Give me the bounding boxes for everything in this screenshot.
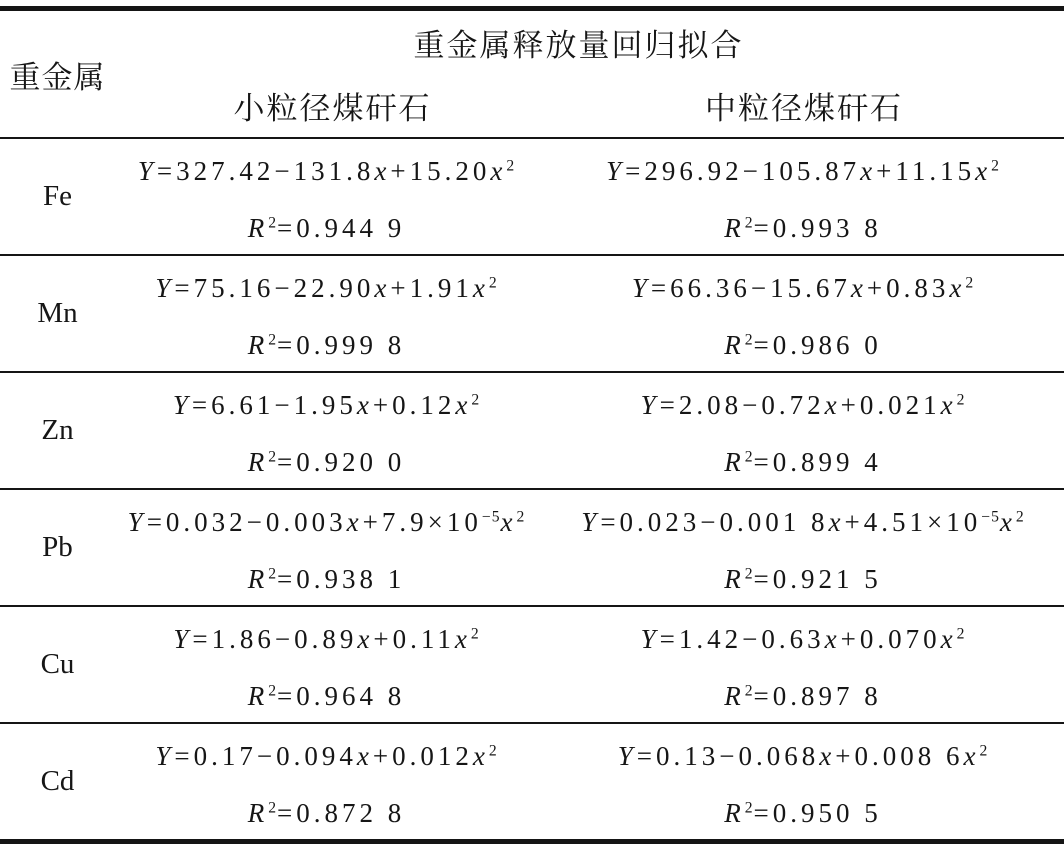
cell-small-particle: [115, 724, 560, 839]
subheader-row: [115, 74, 1064, 137]
metal-label: Cd: [40, 765, 75, 797]
equation-small: $Y=1.86-0.89x+0.11x^2$: [173, 624, 480, 654]
cell-small-particle: [115, 139, 560, 254]
equation-medium: $Y=2.08-0.72x+0.021x^2$: [640, 390, 966, 420]
equation-medium: $Y=66.36-15.67x+0.83x^2$: [631, 273, 975, 303]
table-row-zn: [0, 371, 1064, 488]
equation-medium: Y=0.13−0.068x+0.008 $6x^2$: [617, 741, 989, 771]
table-row-cu: [0, 605, 1064, 722]
r-squared-small: $R^2=0.964$ 8: [247, 680, 406, 711]
regression-table: [0, 6, 1064, 844]
r-squared-medium: $R^2=0.897$ 8: [724, 680, 882, 711]
header-right-group: [115, 11, 1064, 137]
cell-small-particle: [115, 607, 560, 722]
metal-label: Cu: [40, 648, 75, 680]
r-squared-small: $R^2=0.920$ 0: [247, 446, 406, 477]
equation-medium: $Y=1.42-0.63x+0.070x^2$: [640, 624, 966, 654]
equation-small: $Y=75.16-22.90x+1.91x^2$: [155, 273, 498, 303]
equation-medium: Y=0.023−0.001 $8x+4.51\times 10^{-5}x^2$: [581, 507, 1025, 537]
cell-small-particle: [115, 256, 560, 371]
cell-medium-particle: [560, 373, 1064, 488]
equation-medium: $Y=296.92-105.87x+11.15x^2$: [606, 156, 1000, 186]
cell-medium-particle: [560, 490, 1064, 605]
metal-label: Mn: [37, 297, 78, 329]
cell-medium-particle: [560, 256, 1064, 371]
cell-medium-particle: [560, 724, 1064, 839]
r-squared-medium: $R^2=0.986$ 0: [724, 329, 882, 360]
cell-medium-particle: [560, 139, 1064, 254]
subheader-medium-particle: 中粒径煤矸石: [705, 91, 903, 126]
r-squared-small: $R^2=0.944$ 9: [247, 212, 406, 243]
cell-small-particle: [115, 490, 560, 605]
group-header-label: 重金属释放量回归拟合: [413, 28, 744, 63]
cell-medium-particle: [560, 607, 1064, 722]
metal-label: Fe: [43, 180, 72, 212]
table-row-cd: [0, 722, 1064, 839]
equation-small: $Y=0.17-0.094x+0.012x^2$: [155, 741, 498, 771]
r-squared-medium: $R^2=0.993$ 8: [724, 212, 882, 243]
table-row-mn: [0, 254, 1064, 371]
r-squared-medium: $R^2=0.950$ 5: [724, 797, 882, 828]
cell-small-particle: [115, 373, 560, 488]
table-row-pb: [0, 488, 1064, 605]
equation-small: $Y=6.61-1.95x+0.12x^2$: [172, 390, 481, 420]
r-squared-small: $R^2=0.938$ 1: [247, 563, 406, 594]
metal-label: Zn: [41, 414, 74, 446]
table-header: [0, 11, 1064, 137]
equation-small: $Y=327.42-131.8x+15.20x^2$: [137, 156, 516, 186]
corner-header-heavy-metal: 重金属: [9, 59, 106, 95]
metal-label: Pb: [42, 531, 73, 563]
r-squared-medium: $R^2=0.921$ 5: [724, 563, 882, 594]
equation-small: $Y=0.032-0.003x+7.9\times 10^{-5}x^2$: [127, 507, 526, 537]
r-squared-small: $R^2=0.872$ 8: [247, 797, 406, 828]
table-row-fe: [0, 137, 1064, 254]
r-squared-small: $R^2=0.999$ 8: [247, 329, 406, 360]
r-squared-medium: $R^2=0.899$ 4: [724, 446, 882, 477]
subheader-small-particle: 小粒径煤矸石: [233, 91, 432, 126]
